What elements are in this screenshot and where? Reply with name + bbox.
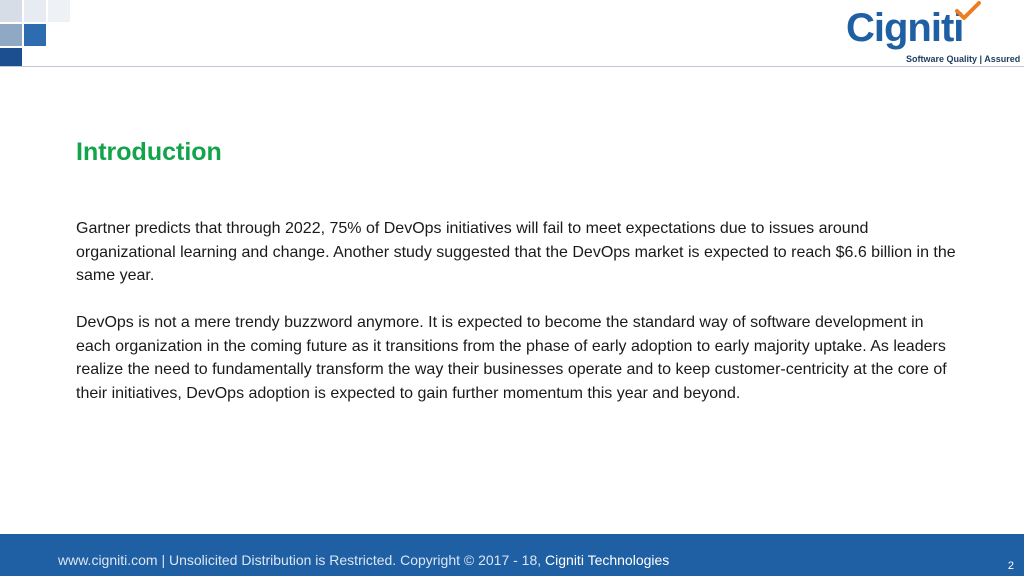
decor-square bbox=[0, 24, 22, 46]
footer-company: Cigniti Technologies bbox=[545, 552, 670, 568]
page-number: 2 bbox=[1007, 560, 1014, 572]
header-divider bbox=[0, 66, 1024, 67]
cigniti-logo bbox=[842, 4, 1021, 64]
decor-square bbox=[24, 24, 46, 46]
footer-text: www.cigniti.com | Unsolicited Distribution is Restricted. Copyright © 2017 - 18, bbox=[58, 552, 546, 568]
intro-paragraph-2: DevOps is not a mere trendy buzzword anymore. It is expected to become the standard way of software development in each organization in the coming future as it transitions from the phase of early adoption to early majority uptake. As leaders realize the need to fundamentally transform the way their businesses operate and to keep customer-centricity at the core of their initiatives, DevOps adoption is expected to gain further momentum this year and beyond. bbox=[76, 314, 947, 402]
footer-copyright bbox=[58, 552, 669, 568]
decor-square bbox=[0, 48, 22, 66]
decor-square bbox=[24, 0, 46, 22]
page-title: Introduction bbox=[76, 138, 222, 166]
decor-square bbox=[0, 0, 22, 22]
decor-square bbox=[48, 0, 70, 22]
checkmark-icon bbox=[954, 0, 982, 22]
logo-tagline: Software Quality | Assured bbox=[906, 54, 1021, 64]
footer-bar bbox=[0, 534, 1024, 576]
logo-wordmark: Cigniti bbox=[846, 6, 964, 50]
intro-paragraph-1: Gartner predicts that through 2022, 75% of DevOps initiatives will fail to meet expectations due to issues around organizational learning and change. Another study suggested that the DevOps market is expected to reach $6.6 billion in the same year. bbox=[76, 220, 956, 284]
